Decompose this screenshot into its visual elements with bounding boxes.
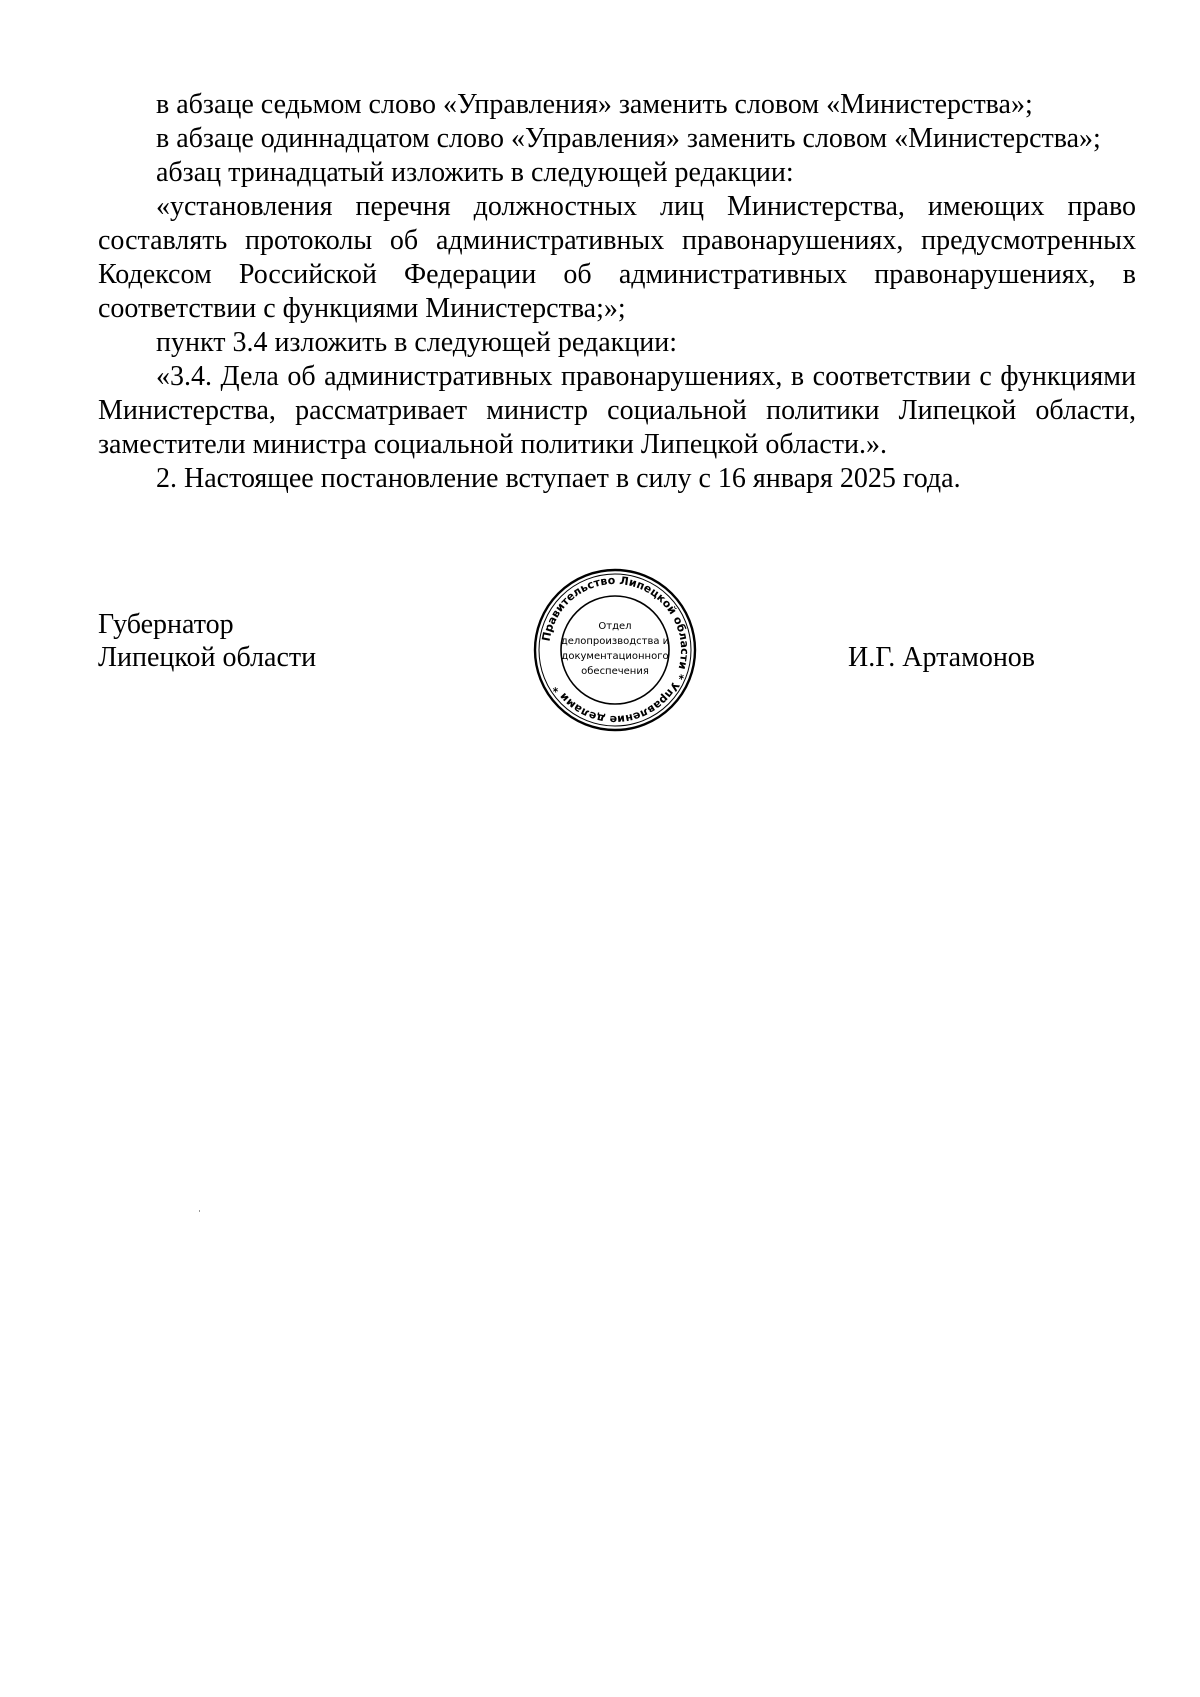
- paragraph: «3.4. Дела об административных правонарушениях, в соответствии с функциями Министерства, рассматривает министр социальной политики Липецкой области, заместители министра социальной политики Липецкой области.».: [98, 361, 1136, 460]
- signature-position: [98, 608, 316, 674]
- scan-speck: [199, 1210, 200, 1212]
- stamp-center-line: документационного: [561, 651, 669, 662]
- stamp-center-line: обеспечения: [581, 666, 649, 677]
- paragraph: в абзаце седьмом слово «Управления» заменить словом «Министерства»;: [156, 89, 1033, 120]
- paragraph: пункт 3.4 изложить в следующей редакции:: [156, 327, 677, 358]
- paragraph: абзац тринадцатый изложить в следующей редакции:: [156, 157, 794, 188]
- signer-name: И.Г. Артамонов: [848, 642, 1036, 673]
- paragraph: в абзаце одиннадцатом слово «Управления» заменить словом «Министерства»;: [156, 123, 1101, 154]
- paragraph: 2. Настоящее постановление вступает в силу с 16 января 2025 года.: [156, 463, 961, 494]
- signature-position-line: Губернатор: [98, 609, 234, 640]
- stamp-outer-text: Правительство Липецкой области * Управление делами *: [539, 573, 692, 727]
- stamp-center-line: делопроизводства и: [560, 636, 670, 647]
- stamp-center-line: Отдел: [598, 621, 632, 632]
- document-body: [98, 88, 1136, 496]
- signature-position-line: Липецкой области: [98, 642, 317, 673]
- stamp-inner-ring: [561, 596, 669, 704]
- official-stamp: [530, 565, 700, 735]
- paragraph: «установления перечня должностных лиц Министерства, имеющих право составлять протоколы об административных правонарушениях, предусмотренных Кодексом Российской Федерации об административных правонарушениях, в соответствии с функциями Министерства;»;: [98, 191, 1136, 324]
- stamp-outer-ring: [535, 570, 695, 730]
